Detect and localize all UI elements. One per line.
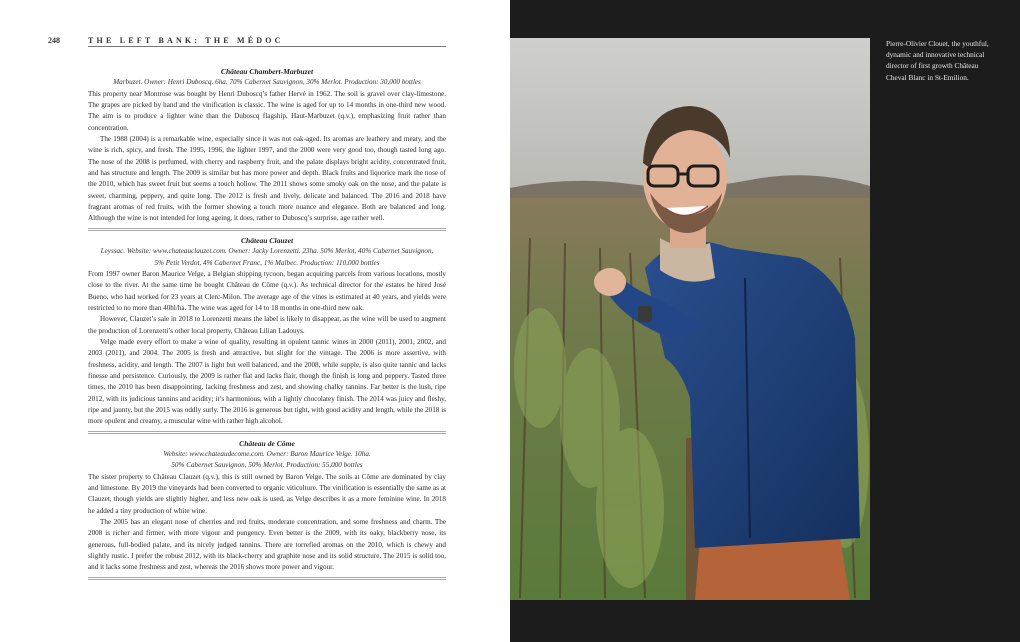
entry-chambert-marbuzet xyxy=(88,66,446,225)
entry-de-come xyxy=(88,438,446,574)
entry-paragraph: The 1988 (2004) is a remarkable wine, especially since it was not oak-aged. Its aromas are leathery and meaty, and the wine is rich, spicy, and fresh. The 1995, 1996, the lighter 1997, and the 2000 were very good too, though tasted long ago. The nose of the 2008 is perfumed, with cherry and raspberry fruit, and the palate displays bright acidity, concentrated fruit, and has structure and length. The 2009 is similar but has more power and depth. Black fruits and liquorice mark the nose of the 2010, which has sweet fruit but seems a touch hollow. The 2011 shows some smoky oak on the nose, and the palate is sweet, charming, peppery, and quite long. The 2012 is fresh and lively, delicate and balanced. The 2016 and 2018 have fragrant aromas of red fruits, with the former showing a touch more nuance and elegance. Both are balanced and long. Although the wine is not intended for long ageing, it does, rather to Duboscq’s surprise, age rather well. xyxy=(88,135,446,223)
entry-clauzet xyxy=(88,235,446,428)
header-rule xyxy=(88,46,446,47)
entry-meta: 5% Petit Verdot, 4% Cabernet Franc, 1% Malbec. Production: 110,000 bottles xyxy=(154,258,380,267)
entry-paragraph: However, Clauzet’s sale in 2018 to Lorenzetti means the label is likely to disappear, as the wine will be used to augment the production of Lorenzetti’s other local property, Château Lilian Ladouys. xyxy=(88,315,446,335)
text-column xyxy=(88,66,446,584)
portrait-illustration xyxy=(510,38,870,600)
entry-paragraph: From 1997 owner Baron Maurice Velge, a Belgian shipping tycoon, began acquiring parcels from various locations, mostly close to the river. At the same time he bought Château de Côme (q.v.). As technical director for the estates he hired José Bueno, who had worked for 23 years at Clerc-Milon. The average age of the vines is estimated at 40 years, and yields were restricted to no more than 40hl/ha. The wine was aged for 14 to 18 months in one-third new oak. xyxy=(88,269,446,312)
running-head: THE LEFT BANK: THE MÉDOC xyxy=(88,36,284,45)
entry-paragraph: The 2005 has an elegant nose of cherries and red fruits, moderate concentration, and some freshness and charm. The 2008 is richer and firmer, with more vigour and pungency. Even better is the 2009, with its oaky, blackberry nose, its generous, full-bodied palate, and its nicely judged tannins. There are torrefied aromas on the 2010, which is chewy and slightly rustic. I prefer the robust 2012, with its black-cherry and graphite nose and its solid structure. The 2015 is solid too, and it lacks some freshness and zest, whereas the 2016 shows more power and vigour. xyxy=(88,518,446,572)
entry-title: Château de Côme xyxy=(239,438,295,448)
page-number: 248 xyxy=(48,36,60,45)
entry-paragraph: Velge made every effort to make a wine of quality, resulting in opulent tannic wines in 2000 (2011), 2001, 2002, and 2003 (2011), and 2004. The 2005 is fresh and attractive, but slight for the vintage. The 2006 is more assertive, with freshness, acidity, and length. The 2007 is light but well balanced, and the 2008, while supple, is also quite tannic and lacks finesse and persistence. Curiously, the 2009 is rather flat and lacks flair, though the finish is long and peppery. Tasted three times, the 2010 has been disappointing, lacking freshness and zest, and showing chalky tannins. Far better is the lush, ripe 2012, with its judicious tannins and acidity; it’s harmonious, with a lightly chocolatey finish. The 2014 was juicy and fleshy, ripe and jaunty, but the 2015 was oddly surly. The 2016 is generous but tight, with good acidity and length, while the 2018 is more opulent and creamy, a muscular wine with rather high alcohol. xyxy=(88,337,446,426)
entry-divider xyxy=(88,228,446,231)
entry-meta: Marbuzet. Owner: Henri Duboscq. 6ha. 70% Cabernet Sauvignon, 30% Merlot. Production: 30,000 bottles xyxy=(113,78,421,87)
entry-title: Château Clauzet xyxy=(240,235,294,245)
entry-divider xyxy=(88,431,446,434)
entry-meta: 50% Cabernet Sauvignon, 50% Merlot. Production: 55,000 bottles xyxy=(171,461,363,470)
entry-meta: Leyssac. Website: www.chateauclauzet.com. Owner: Jacky Lorenzetti. 23ha. 50% Merlot, 40% Cabernet Sauvignon, xyxy=(100,247,434,256)
entry-paragraph: This property near Montrose was bought by Henri Duboscq’s father Hervé in 1962. The soil is gravel over clay-limestone. The grapes are picked by hand and the vinification is classic. The wine is aged for up to 14 months in one-third new wood. The aim is to produce a lighter wine than the Duboscq flagship, Haut-Marbuzet (q.v.), emphasizing fruit rather than concentration. xyxy=(88,89,446,132)
entry-paragraph: The sister property to Château Clauzet (q.v.), this is still owned by Baron Velge. The soils at Côme are dominated by clay and limestone. By 2019 the vineyards had been converted to organic viticulture. The vinification is essentially the same as at Clauzet, though yields are slightly higher, and less new oak is used, as Velge describes it as a more feminine wine. In 2018 he added a tiny production of white wine. xyxy=(88,472,446,515)
photo-caption: Pierre-Olivier Clouet, the youthful, dynamic and innovative technical director of first growth Château Cheval Blanc in St-Emilion. xyxy=(886,39,989,82)
entry-divider xyxy=(88,577,446,580)
entry-title: Château Chambert-Marbuzet xyxy=(220,67,314,76)
entry-meta: Website: www.chateaudecome.com. Owner: Baron Maurice Velge. 10ha. xyxy=(163,450,371,458)
portrait-photo xyxy=(510,38,870,600)
